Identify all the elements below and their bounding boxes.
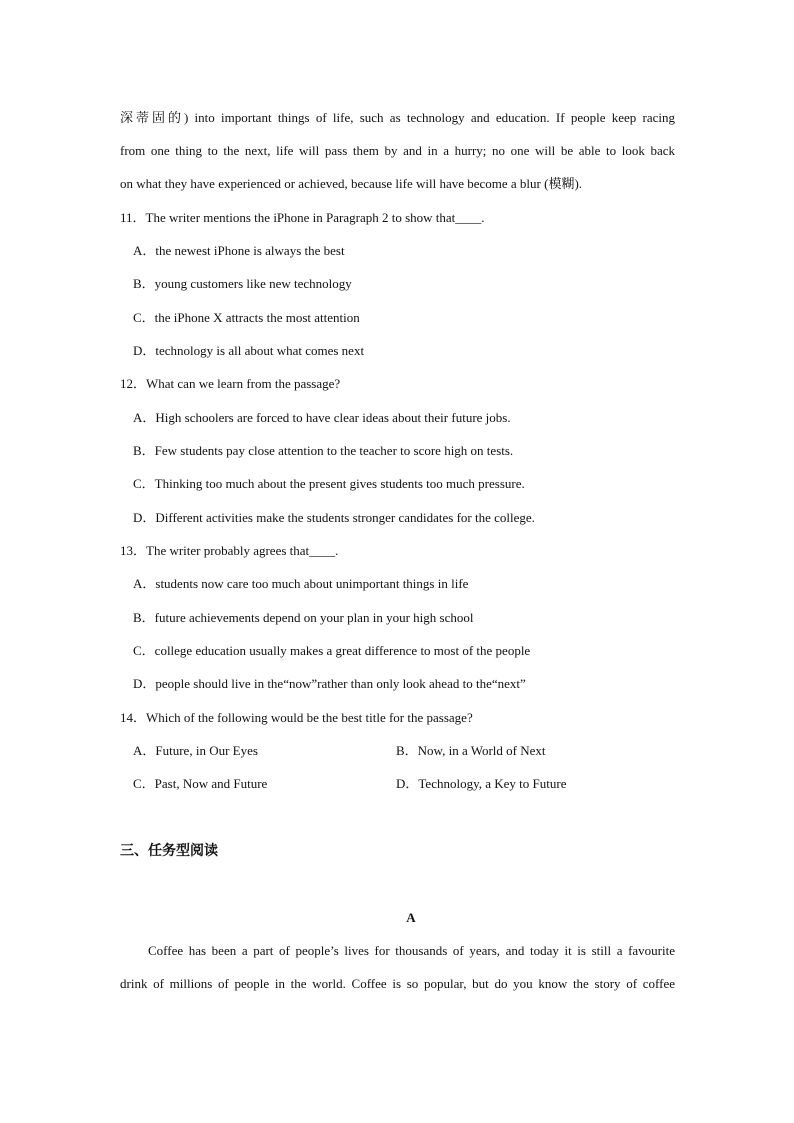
- answer-option: B．young customers like new technology: [133, 276, 352, 291]
- answer-option: C．Thinking too much about the present gives students too much pressure.: [133, 476, 525, 491]
- answer-option: B．future achievements depend on your plan in your high school: [133, 610, 474, 625]
- section-heading: 三、任务型阅读: [120, 843, 218, 859]
- answer-option: D．Technology, a Key to Future: [396, 776, 567, 791]
- question-stem: 14．Which of the following would be the best title for the passage?: [120, 710, 473, 725]
- answer-option: A．the newest iPhone is always the best: [133, 243, 345, 258]
- answer-option: B．Now, in a World of Next: [396, 743, 546, 758]
- answer-option: A．students now care too much about unimportant things in life: [133, 576, 469, 591]
- answer-option: C．the iPhone X attracts the most attention: [133, 310, 360, 325]
- answer-option: D．Different activities make the students stronger candidates for the college.: [133, 510, 535, 525]
- passage-label: A: [406, 910, 416, 925]
- passage-line: Coffee has been a part of people’s lives for thousands of years, and today it is still a favourite: [148, 943, 675, 958]
- answer-option: D．people should live in the“now”rather than only look ahead to the“next”: [133, 676, 526, 691]
- answer-option: A．High schoolers are forced to have clear ideas about their future jobs.: [133, 410, 511, 425]
- question-stem: 11．The writer mentions the iPhone in Paragraph 2 to show that____.: [120, 210, 485, 225]
- answer-option: C．college education usually makes a great difference to most of the people: [133, 643, 531, 658]
- paragraph-line: 深蒂固的) into important things of life, such as technology and education. If people keep racing: [120, 110, 675, 125]
- passage-line: drink of millions of people in the world. Coffee is so popular, but do you know the story of coffee: [120, 976, 675, 991]
- paragraph-line: from one thing to the next, life will pass them by and in a hurry; no one will be able to look back: [120, 143, 675, 158]
- answer-option: B．Few students pay close attention to the teacher to score high on tests.: [133, 443, 514, 458]
- answer-option: D．technology is all about what comes next: [133, 343, 365, 358]
- paragraph-line: on what they have experienced or achieved, because life will have become a blur (模糊).: [120, 176, 583, 191]
- question-stem: 12．What can we learn from the passage?: [120, 376, 341, 391]
- answer-option: C．Past, Now and Future: [133, 776, 268, 791]
- question-stem: 13．The writer probably agrees that____.: [120, 543, 339, 558]
- answer-option: A．Future, in Our Eyes: [133, 743, 258, 758]
